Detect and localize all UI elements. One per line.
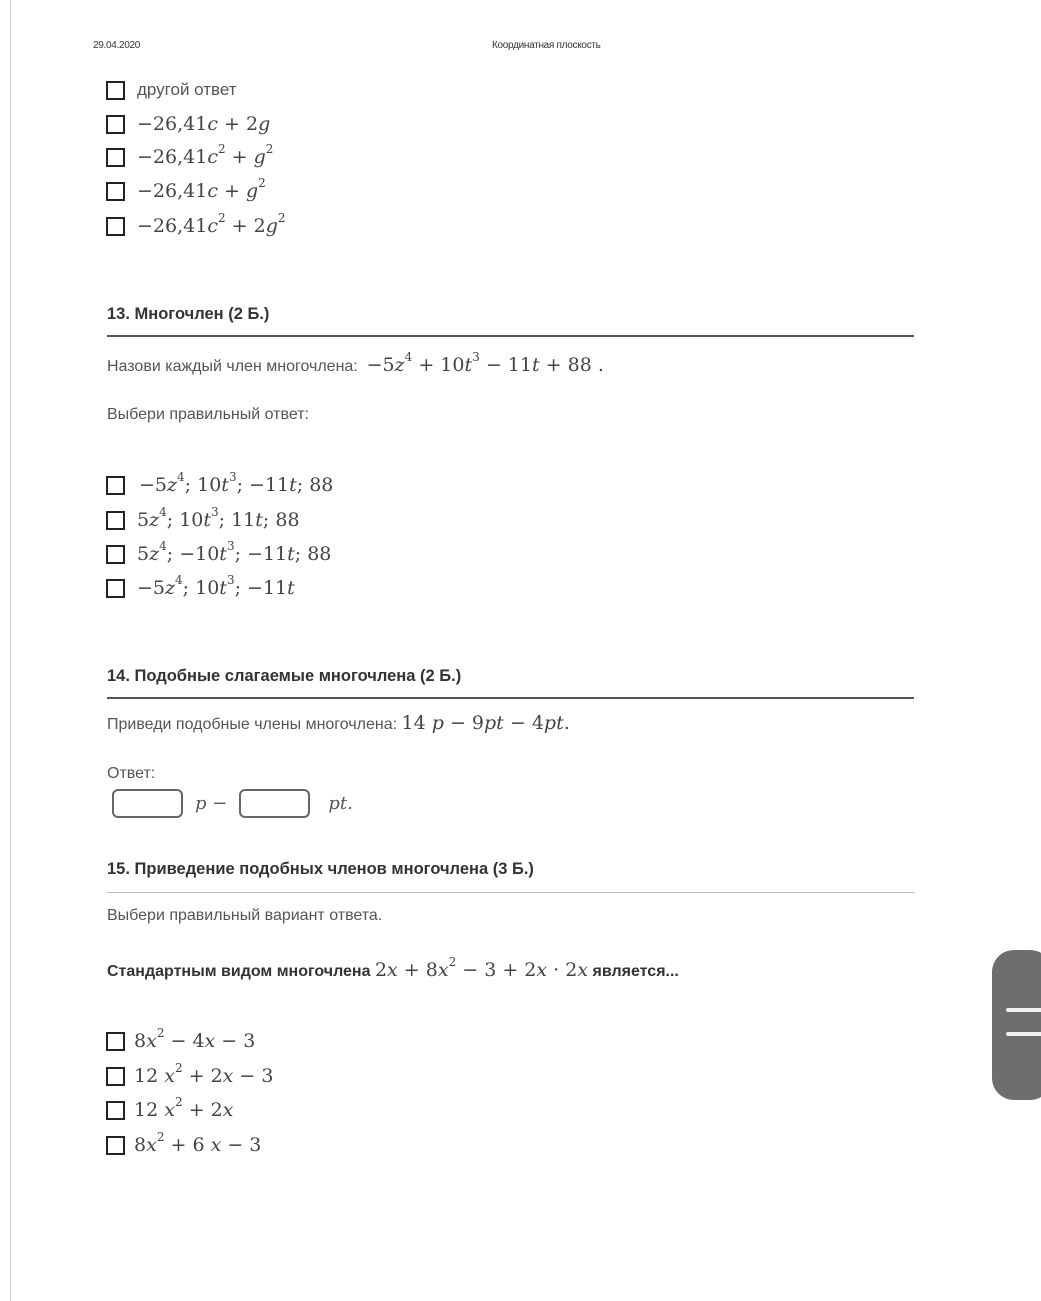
q13-prompt-text: Назови каждый член многочлена: [107,358,358,375]
q14-divider [107,697,914,699]
q15-instruction: Выбери правильный вариант ответа. [107,907,383,924]
handle-bar-top [1006,1008,1041,1012]
q13-option-2[interactable] [106,505,300,535]
option-label: другой ответ [137,80,237,99]
checkbox[interactable] [106,511,125,530]
q13-instruction: Выбери правильный ответ: [107,406,309,423]
q14-expression: 14 p − 9pt − 4pt. [401,712,570,734]
side-drawer-handle[interactable] [992,950,1041,1100]
q14-prompt-text: Приведи подобные члены многочлена: [107,716,398,733]
option-math: $8x^2 + 6$ x − 3 [134,1129,262,1156]
q14-answer-label: Ответ: [107,765,156,782]
q13-prompt [107,349,604,376]
checkbox[interactable] [106,217,125,236]
q14-title: 14. Подобные слагаемые многочлена (2 Б.) [107,667,462,685]
q13-option-4[interactable] [106,573,295,603]
q15-question [107,954,679,981]
checkbox[interactable] [106,1032,125,1051]
q12-option-4[interactable] [106,176,266,206]
q15-question-tail: является... [592,963,679,980]
q13-option-1[interactable] [106,470,333,500]
option-math: $-26,41c + g^2$ [137,175,266,202]
option-math: $5z^4$; $-10t^3$; −11t; 88 [137,538,332,565]
print-date: 29.04.2020 [93,40,141,51]
q15-option-4[interactable] [106,1130,261,1160]
option-math: −26,41c + 2g [137,113,271,135]
q15-title: 15. Приведение подобных членов многочлена (3 Б.) [107,860,534,878]
checkbox[interactable] [106,1136,125,1155]
q15-question-lead: Стандартным видом многочлена [107,963,371,980]
q15-question-expression: $2x + 8x^2 - 3 + 2x \cdot 2x$ [374,954,589,981]
q15-option-3[interactable] [106,1095,233,1125]
q14-prompt [107,712,570,734]
checkbox[interactable] [106,81,125,100]
option-math: $-26,41c^2 + 2g^2$ [137,210,286,237]
q13-title: 13. Многочлен (2 Б.) [107,305,270,323]
q13-option-3[interactable] [106,539,331,569]
q14-between-text: p − [195,793,228,814]
q14-answer-input-p[interactable] [112,789,183,818]
option-math: $8x^2 - 4x - 3$ [134,1025,256,1052]
option-math: $5z^4$; $10t^3$; 11t; 88 [137,504,300,531]
page-left-border [10,0,11,1301]
checkbox[interactable] [106,115,125,134]
checkbox[interactable] [106,545,125,564]
handle-bar-bottom [1006,1032,1041,1036]
q13-expression: $-5z^4 + 10t^3 - 11t + 88$ . [366,349,604,376]
checkbox[interactable] [106,182,125,201]
checkbox[interactable] [106,476,125,495]
q12-option-3[interactable] [106,142,273,172]
q14-after-text: pt. [328,793,353,814]
option-math: 12 $x^2 + 2x - 3$ [134,1060,274,1087]
option-math: $-26,41c^2 + g^2$ [137,141,274,168]
q15-divider [107,892,914,893]
q14-answer-input-pt[interactable] [239,789,310,818]
q13-divider [107,335,914,337]
option-math: $-5z^4$; $10t^3$; −11t; 88 [139,469,334,496]
q15-option-1[interactable] [106,1026,255,1056]
option-math: $-5z^4$; $10t^3$; −11t [137,572,295,599]
q12-option-1[interactable] [106,75,237,105]
checkbox[interactable] [106,1067,125,1086]
checkbox[interactable] [106,148,125,167]
q15-option-2[interactable] [106,1061,273,1091]
print-page-title: Координатная плоскость [492,40,601,51]
q14-answer-row [112,789,353,818]
checkbox[interactable] [106,579,125,598]
option-math: 12 $x^2 + 2x$ [134,1094,234,1121]
q12-option-5[interactable] [106,211,286,241]
checkbox[interactable] [106,1101,125,1120]
q12-option-2[interactable] [106,109,270,139]
